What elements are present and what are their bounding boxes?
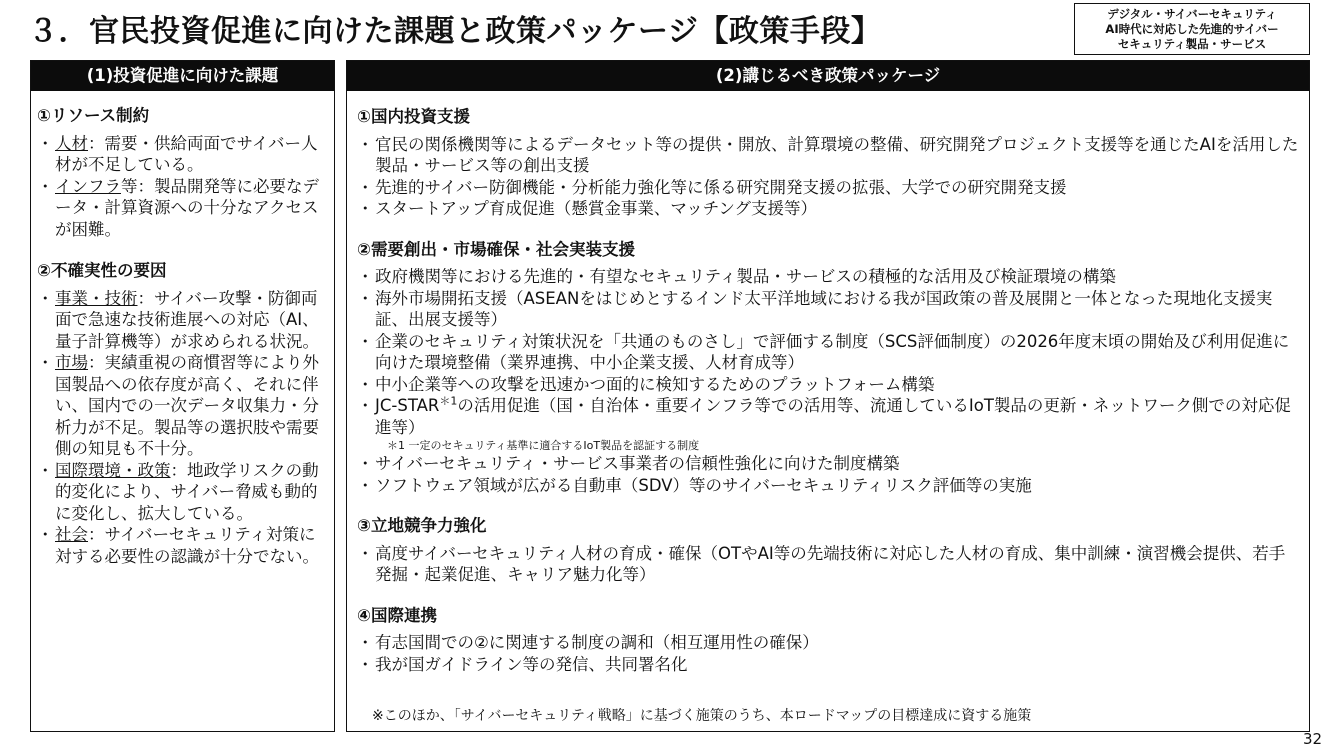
issue-item (37, 352, 328, 460)
category-tag-line: デジタル・サイバーセキュリティ (1107, 7, 1277, 21)
policy-section (357, 106, 1299, 220)
issue-keyword: 事業・技術 (55, 288, 138, 308)
policy-text: の活用促進（国・自治体・重要インフラ等での活用等、流通しているIoT製品の更新・ネットワーク側での対応促進等） (375, 396, 1291, 437)
issue-text: ：実績重視の商慣習等により外国製品への依存度が高く、それに伴い、国内での一次データ収集力・分析力が不足。製品等の選択肢や需要側の知見も不十分。 (55, 353, 319, 458)
page-number: 32 (1303, 730, 1323, 748)
policy-text: スタートアップ育成促進（懸賞金事業、マッチング支援等） (375, 199, 818, 218)
policy-text: 官民の関係機関等によるデータセット等の提供・開放、計算環境の整備、研究開発プロジェクト支援等を通じたAIを活用した製品・サービス等の創出支援 (375, 134, 1299, 175)
issue-item (37, 133, 328, 176)
bullet-mark: ・ (357, 374, 374, 394)
policy-text: サイバーセキュリティ・サービス事業者の信頼性強化に向けた制度構築 (375, 454, 900, 473)
policy-item (357, 331, 1299, 374)
policy-section-title: ①国内投資支援 (357, 107, 470, 126)
bullet-mark: ・ (37, 460, 54, 480)
bullet-mark: ・ (357, 331, 374, 351)
bullet-mark: ・ (357, 654, 374, 674)
policy-item (357, 288, 1299, 331)
issue-section (37, 260, 328, 567)
bullet-mark: ・ (37, 176, 54, 196)
issue-keyword: 市場 (55, 353, 88, 372)
bullet-mark: ・ (37, 133, 54, 153)
bullet-mark: ・ (357, 475, 374, 495)
policy-item (357, 134, 1299, 177)
bullet-mark: ・ (37, 353, 54, 372)
policy-item (357, 374, 1299, 396)
issue-keyword: 国際環境・政策 (55, 460, 171, 480)
policy-text: 企業のセキュリティ対策状況を「共通のものさし」で評価する制度（SCS評価制度）の2026年度末頃の開始及び利用促進に向けた環境整備（業界連携、中小企業支援、人材育成等） (375, 331, 1290, 372)
policy-section (357, 515, 1299, 586)
issue-keyword: 社会 (55, 525, 88, 544)
policy-item (357, 453, 1299, 475)
policy-item (357, 177, 1299, 199)
policy-text: JC-STAR (375, 396, 440, 415)
issue-item (37, 288, 328, 353)
policy-text: 中小企業等への攻撃を迅速かつ面的に検知するためのプラットフォーム構築 (375, 374, 935, 394)
category-tag (1074, 3, 1310, 55)
policy-section-title: ④国際連携 (357, 605, 437, 625)
issue-text: 等：製品開発等に必要なデータ・計算資源への十分なアクセスが困難。 (55, 176, 319, 239)
issue-section (37, 105, 328, 240)
issues-panel-body (31, 91, 334, 567)
category-tag-line: セキュリティ製品・サービス (1117, 37, 1267, 51)
bullet-mark: ・ (357, 177, 374, 197)
issue-section-title: ①リソース制約 (37, 106, 150, 125)
policy-item (357, 654, 1299, 676)
policy-section-title: ③立地競争力強化 (357, 516, 487, 535)
policy-text: ソフトウェア領域が広がる自動車（SDV）等のサイバーセキュリティリスク評価等の実施 (375, 475, 1032, 495)
issues-panel-header: (1)投資促進に向けた課題 (31, 61, 334, 91)
issue-text: ：サイバー攻撃・防御両面で急速な技術進展への対応（AI、量子計算機等）が求められる状況。 (55, 288, 319, 351)
policy-text: 有志国間での②に関連する制度の調和（相互運用性の確保） (375, 633, 819, 652)
policy-item (357, 543, 1299, 586)
policy-panel-header: (2)講じるべき政策パッケージ (347, 61, 1309, 91)
policy-item-jcstar (357, 395, 1299, 438)
issue-item (37, 176, 328, 241)
bullet-mark: ・ (357, 454, 374, 473)
policy-section (357, 239, 1299, 497)
issue-text: ：サイバーセキュリティ対策に対する必要性の認識が十分でない。 (55, 525, 319, 566)
bullet-mark: ・ (357, 199, 374, 218)
policy-text: 海外市場開拓支援（ASEANをはじめとするインド太平洋地域における我が国政策の普及展開と一体となった現地化支援実証、出展支援等） (375, 288, 1273, 329)
policy-text: 我が国ガイドライン等の発信、共同署名化 (375, 654, 688, 674)
bullet-mark: ・ (357, 134, 374, 154)
policy-text: 政府機関等における先進的・有望なセキュリティ製品・サービスの積極的な活用及び検証環境の構築 (375, 267, 1116, 286)
policy-item (357, 266, 1299, 288)
policy-item (357, 475, 1299, 497)
issue-item (37, 460, 328, 525)
policy-text: 先進的サイバー防御機能・分析能力強化等に係る研究開発支援の拡張、大学での研究開発支援 (375, 177, 1067, 197)
issue-keyword: インフラ (55, 176, 121, 196)
category-tag-line: AI時代に対応した先進的サイバー (1105, 22, 1279, 36)
bullet-mark: ・ (357, 288, 374, 308)
issues-panel (30, 60, 335, 732)
jcstar-footnote: ＊1 一定のセキュリティ基準に適合するIoT製品を認証する制度 (387, 439, 700, 452)
policy-panel (346, 60, 1310, 732)
bullet-mark: ・ (357, 633, 374, 652)
issue-item (37, 524, 328, 567)
policy-footnote: ※このほか、「サイバーセキュリティ戦略」に基づく施策のうち、本ロードマップの目標達成に資する施策 (372, 708, 1032, 724)
issue-text: ：地政学リスクの動的変化により、サイバー脅威も動的に変化し、拡大している。 (55, 460, 319, 523)
issue-section-title: ②不確実性の要因 (37, 261, 167, 280)
bullet-mark: ・ (357, 396, 374, 415)
bullet-mark: ・ (37, 288, 54, 308)
bullet-mark: ・ (37, 525, 54, 544)
policy-section (357, 605, 1299, 676)
issue-text: ：需要・供給両面でサイバー人材が不足している。 (55, 133, 318, 174)
bullet-mark: ・ (357, 267, 374, 286)
policy-item (357, 632, 1299, 654)
policy-item (357, 198, 1299, 220)
policy-text: 高度サイバーセキュリティ人材の育成・確保（OTやAI等の先端技術に対応した人材の育成、集中訓練・演習機会提供、若手発掘・起業促進、キャリア魅力化等） (375, 543, 1286, 584)
policy-panel-body (347, 91, 1309, 675)
page-title: ３．官民投資促進に向けた課題と政策パッケージ【政策手段】 (28, 14, 882, 49)
issue-keyword: 人材 (55, 133, 88, 153)
policy-section-title: ②需要創出・市場確保・社会実装支援 (357, 239, 635, 259)
bullet-mark: ・ (357, 543, 374, 563)
footnote-mark: ＊1 (439, 394, 458, 408)
